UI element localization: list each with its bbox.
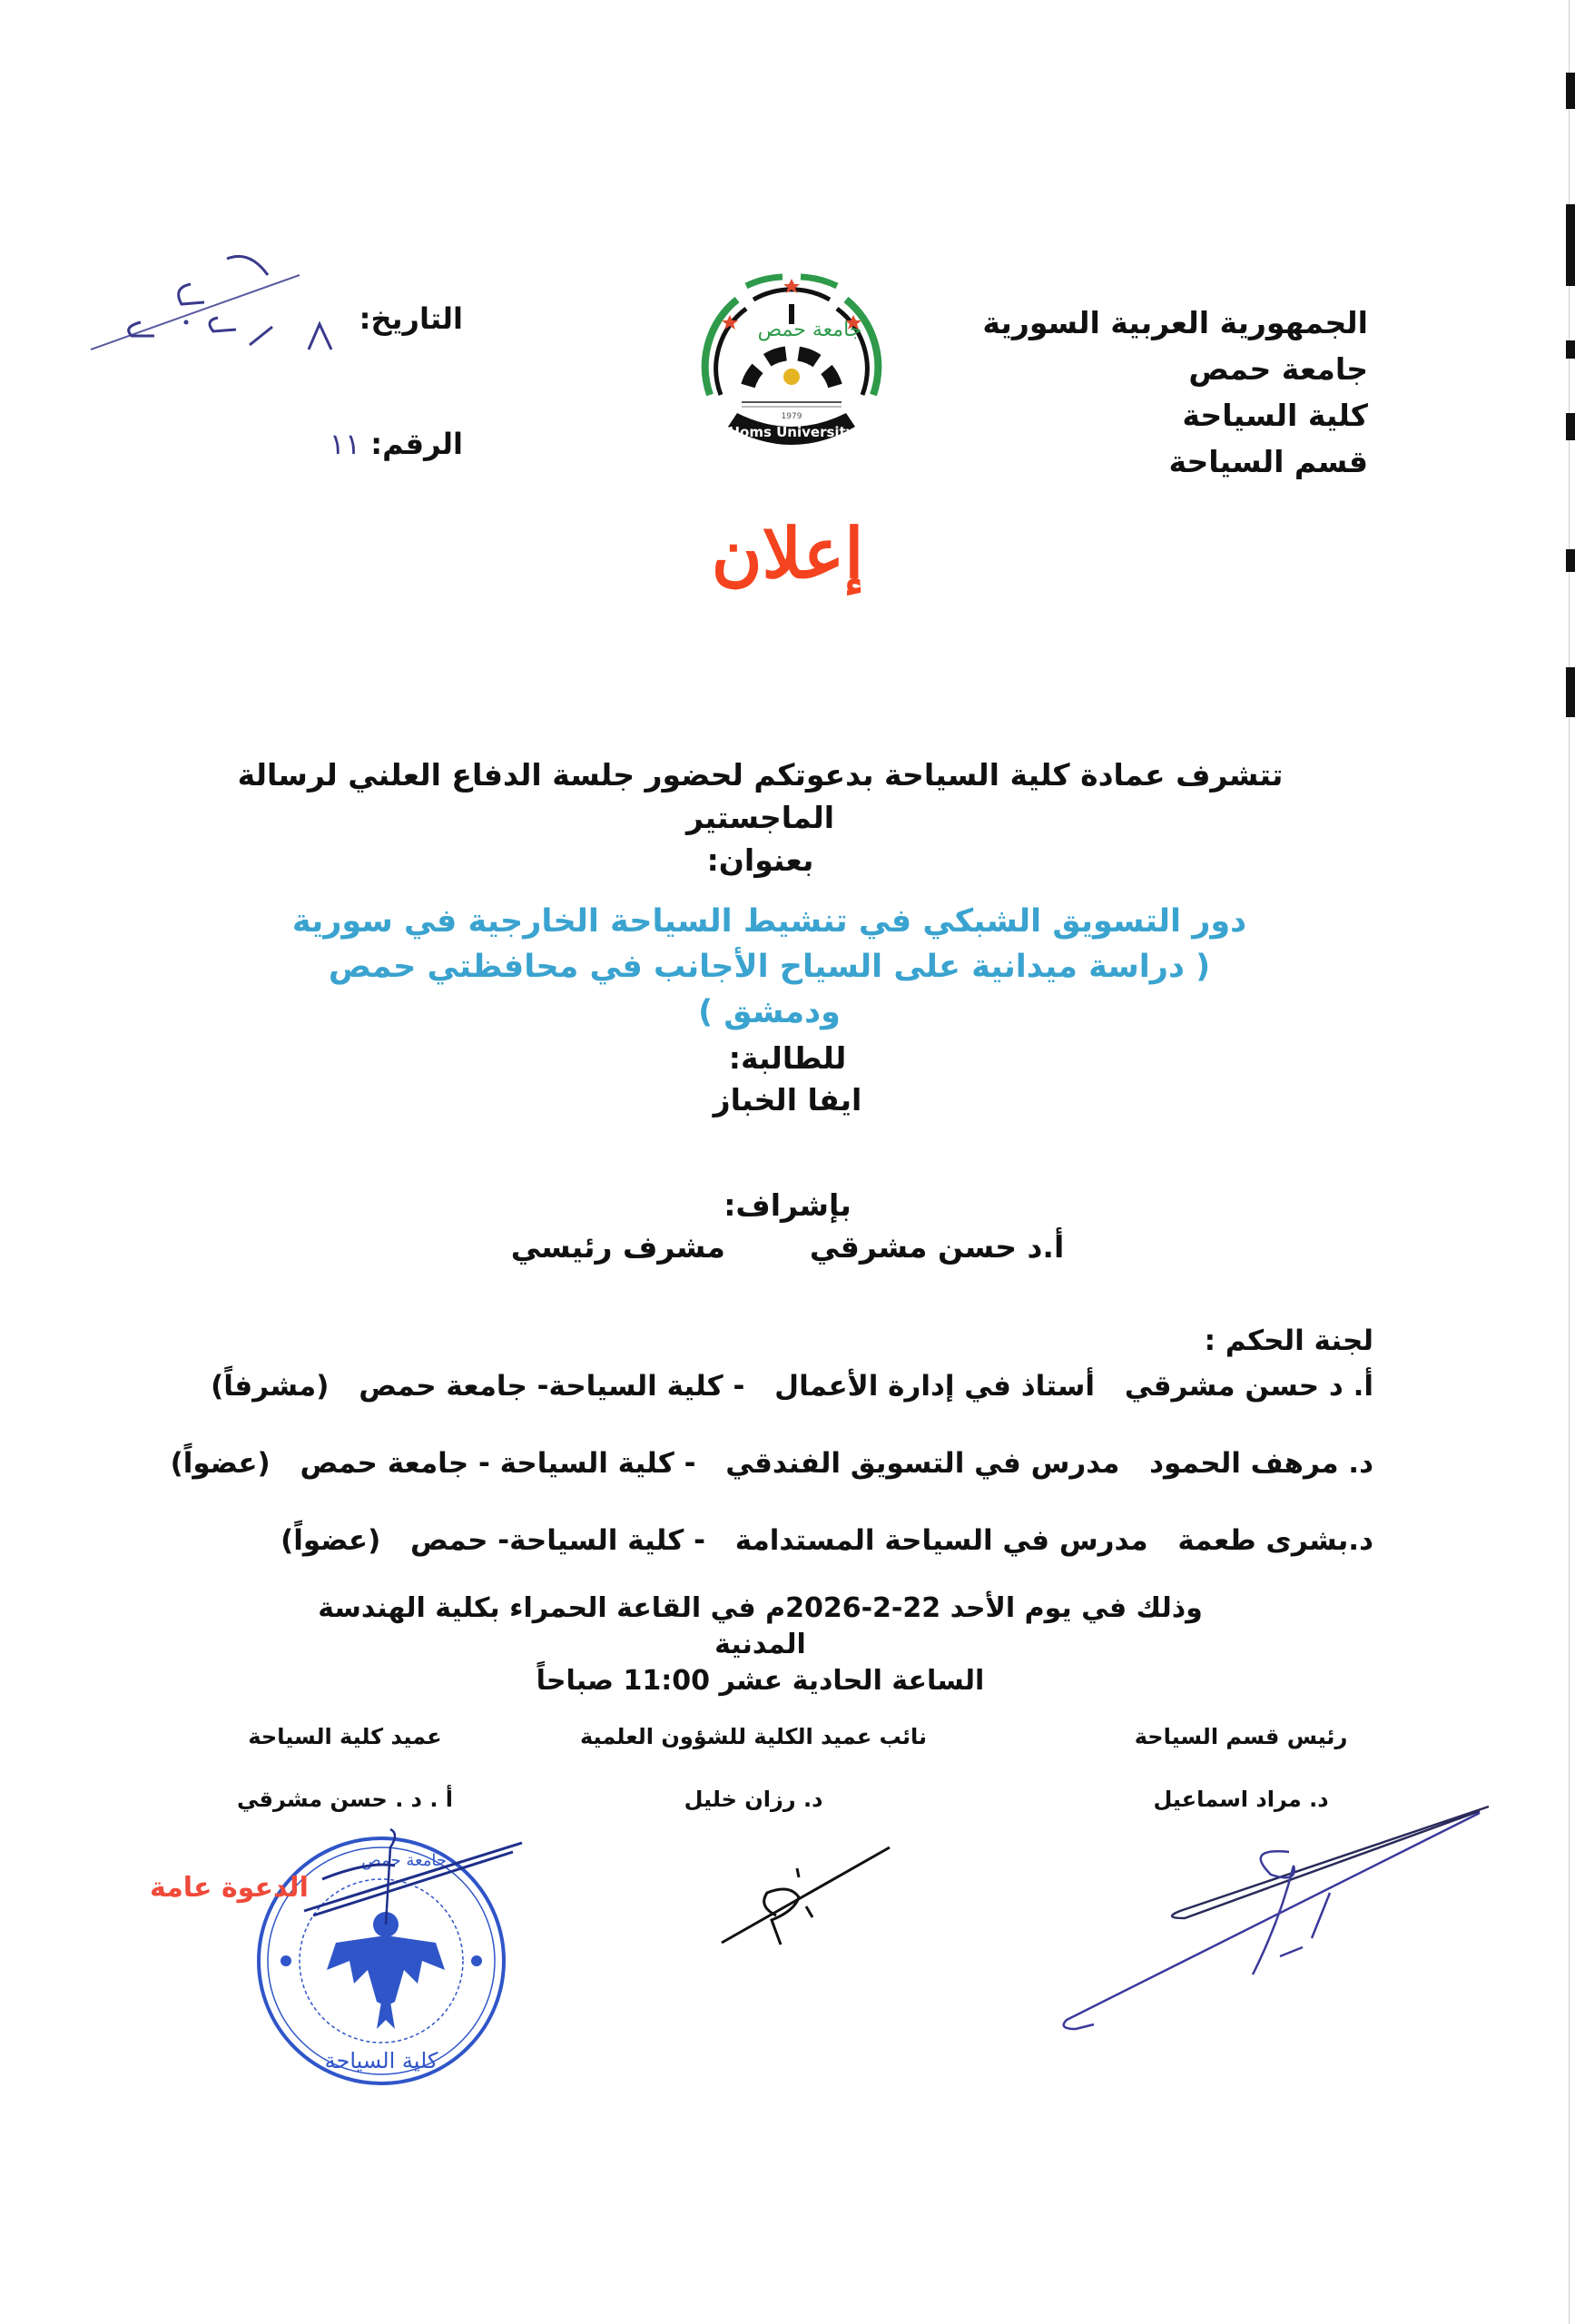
- svg-text:1979: 1979: [781, 412, 802, 421]
- scan-artifact: [1566, 413, 1575, 440]
- supervisor-line: [0, 1226, 1575, 1268]
- handwritten-date: [91, 250, 345, 377]
- date-label: التاريخ:: [359, 301, 463, 336]
- thesis-title-line1: دور التسويق الشبكي في تنشيط السياحة الخارجية في سورية: [291, 903, 1247, 940]
- supervisor-name: أ.د حسن مشرقي: [809, 1229, 1065, 1265]
- number-row: [302, 427, 463, 461]
- public-invitation-note: الدعوة عامة: [150, 1872, 309, 1904]
- signature-vice-dean: [572, 1720, 935, 1816]
- student-name: ايفا الخباز: [713, 1082, 862, 1118]
- handwritten-signature: [717, 1843, 899, 1947]
- announcement-heading: إعلان: [711, 513, 864, 594]
- svg-text:جامعة حمص: جامعة حمص: [361, 1851, 447, 1870]
- scan-artifact: [1566, 340, 1575, 359]
- scan-artifact: [1566, 73, 1575, 109]
- invitation-text: [200, 753, 1321, 881]
- university-logo: [683, 259, 901, 454]
- event-details: [300, 1590, 1221, 1699]
- signature-name: د. مراد اسماعيل: [1153, 1787, 1329, 1812]
- signature-role: رئيس قسم السياحة: [1134, 1724, 1348, 1749]
- committee-title: لجنة الحكم :: [1204, 1324, 1373, 1357]
- invitation-titled: بعنوان:: [706, 842, 814, 878]
- official-stamp: [250, 1825, 522, 2088]
- committee-member: د.بشرى طعمة مدرس في السياحة المستدامة - كلية السياحة- حمص (عضواً): [281, 1524, 1373, 1557]
- student-section: [0, 1038, 1575, 1121]
- supervisor-role: مشرف رئيسي: [510, 1229, 725, 1265]
- header-line-faculty: كلية السياحة: [1182, 398, 1368, 433]
- signature-dean: [200, 1720, 490, 1816]
- date-row: [359, 301, 463, 336]
- committee-member: د. مرهف الحمود مدرس في التسويق الفندقي - كلية السياحة - جامعة حمص (عضواً): [170, 1447, 1373, 1480]
- committee-section: [170, 1321, 1373, 1598]
- handwritten-signature: [1053, 1802, 1489, 2020]
- number-label: الرقم:: [370, 427, 463, 461]
- thesis-title: [272, 899, 1266, 1035]
- scan-artifact: [1566, 204, 1575, 286]
- invitation-line: تتشرف عمادة كلية السياحة بدعوتكم لحضور جلسة الدفاع العلني لرسالة الماجستير: [237, 757, 1284, 835]
- signature-name: أ . د . حسن مشرقي: [236, 1787, 454, 1812]
- supervision-section: [0, 1185, 1575, 1268]
- university-emblem-icon: [683, 259, 901, 454]
- svg-text:Homs University: Homs University: [728, 424, 855, 440]
- header-line-country: الجمهورية العربية السورية: [982, 305, 1368, 340]
- header-line-university: جامعة حمص: [1188, 351, 1368, 387]
- signature-role: نائب عميد الكلية للشؤون العلمية: [579, 1724, 928, 1749]
- supervision-label: بإشراف:: [724, 1187, 851, 1223]
- student-label: للطالبة:: [728, 1040, 847, 1076]
- number-value: ١١: [329, 427, 361, 461]
- svg-text:جامعة حمص: جامعة حمص: [757, 319, 862, 341]
- scan-artifact: [1566, 667, 1575, 717]
- eagle-icon: [327, 1912, 445, 2029]
- svg-text:كلية السياحة: كلية السياحة: [324, 2048, 438, 2073]
- event-time: الساعة الحادية عشر 11:00 صباحاً: [536, 1665, 985, 1697]
- committee-member: أ. د حسن مشرقي أستاذ في إدارة الأعمال - كلية السياحة- جامعة حمص (مشرفاً): [211, 1370, 1373, 1403]
- header-line-department: قسم السياحة: [1168, 444, 1368, 479]
- signature-name: د. رزان خليل: [684, 1787, 823, 1812]
- institution-header: [982, 300, 1368, 485]
- signature-role: عميد كلية السياحة: [248, 1724, 442, 1749]
- event-date-location: وذلك في يوم الأحد 22-2-2026م في القاعة الحمراء بكلية الهندسة المدنية: [318, 1592, 1203, 1660]
- thesis-title-line2: ( دراسة ميدانية على السياح الأجانب في محافظتي حمص ودمشق ): [328, 949, 1211, 1030]
